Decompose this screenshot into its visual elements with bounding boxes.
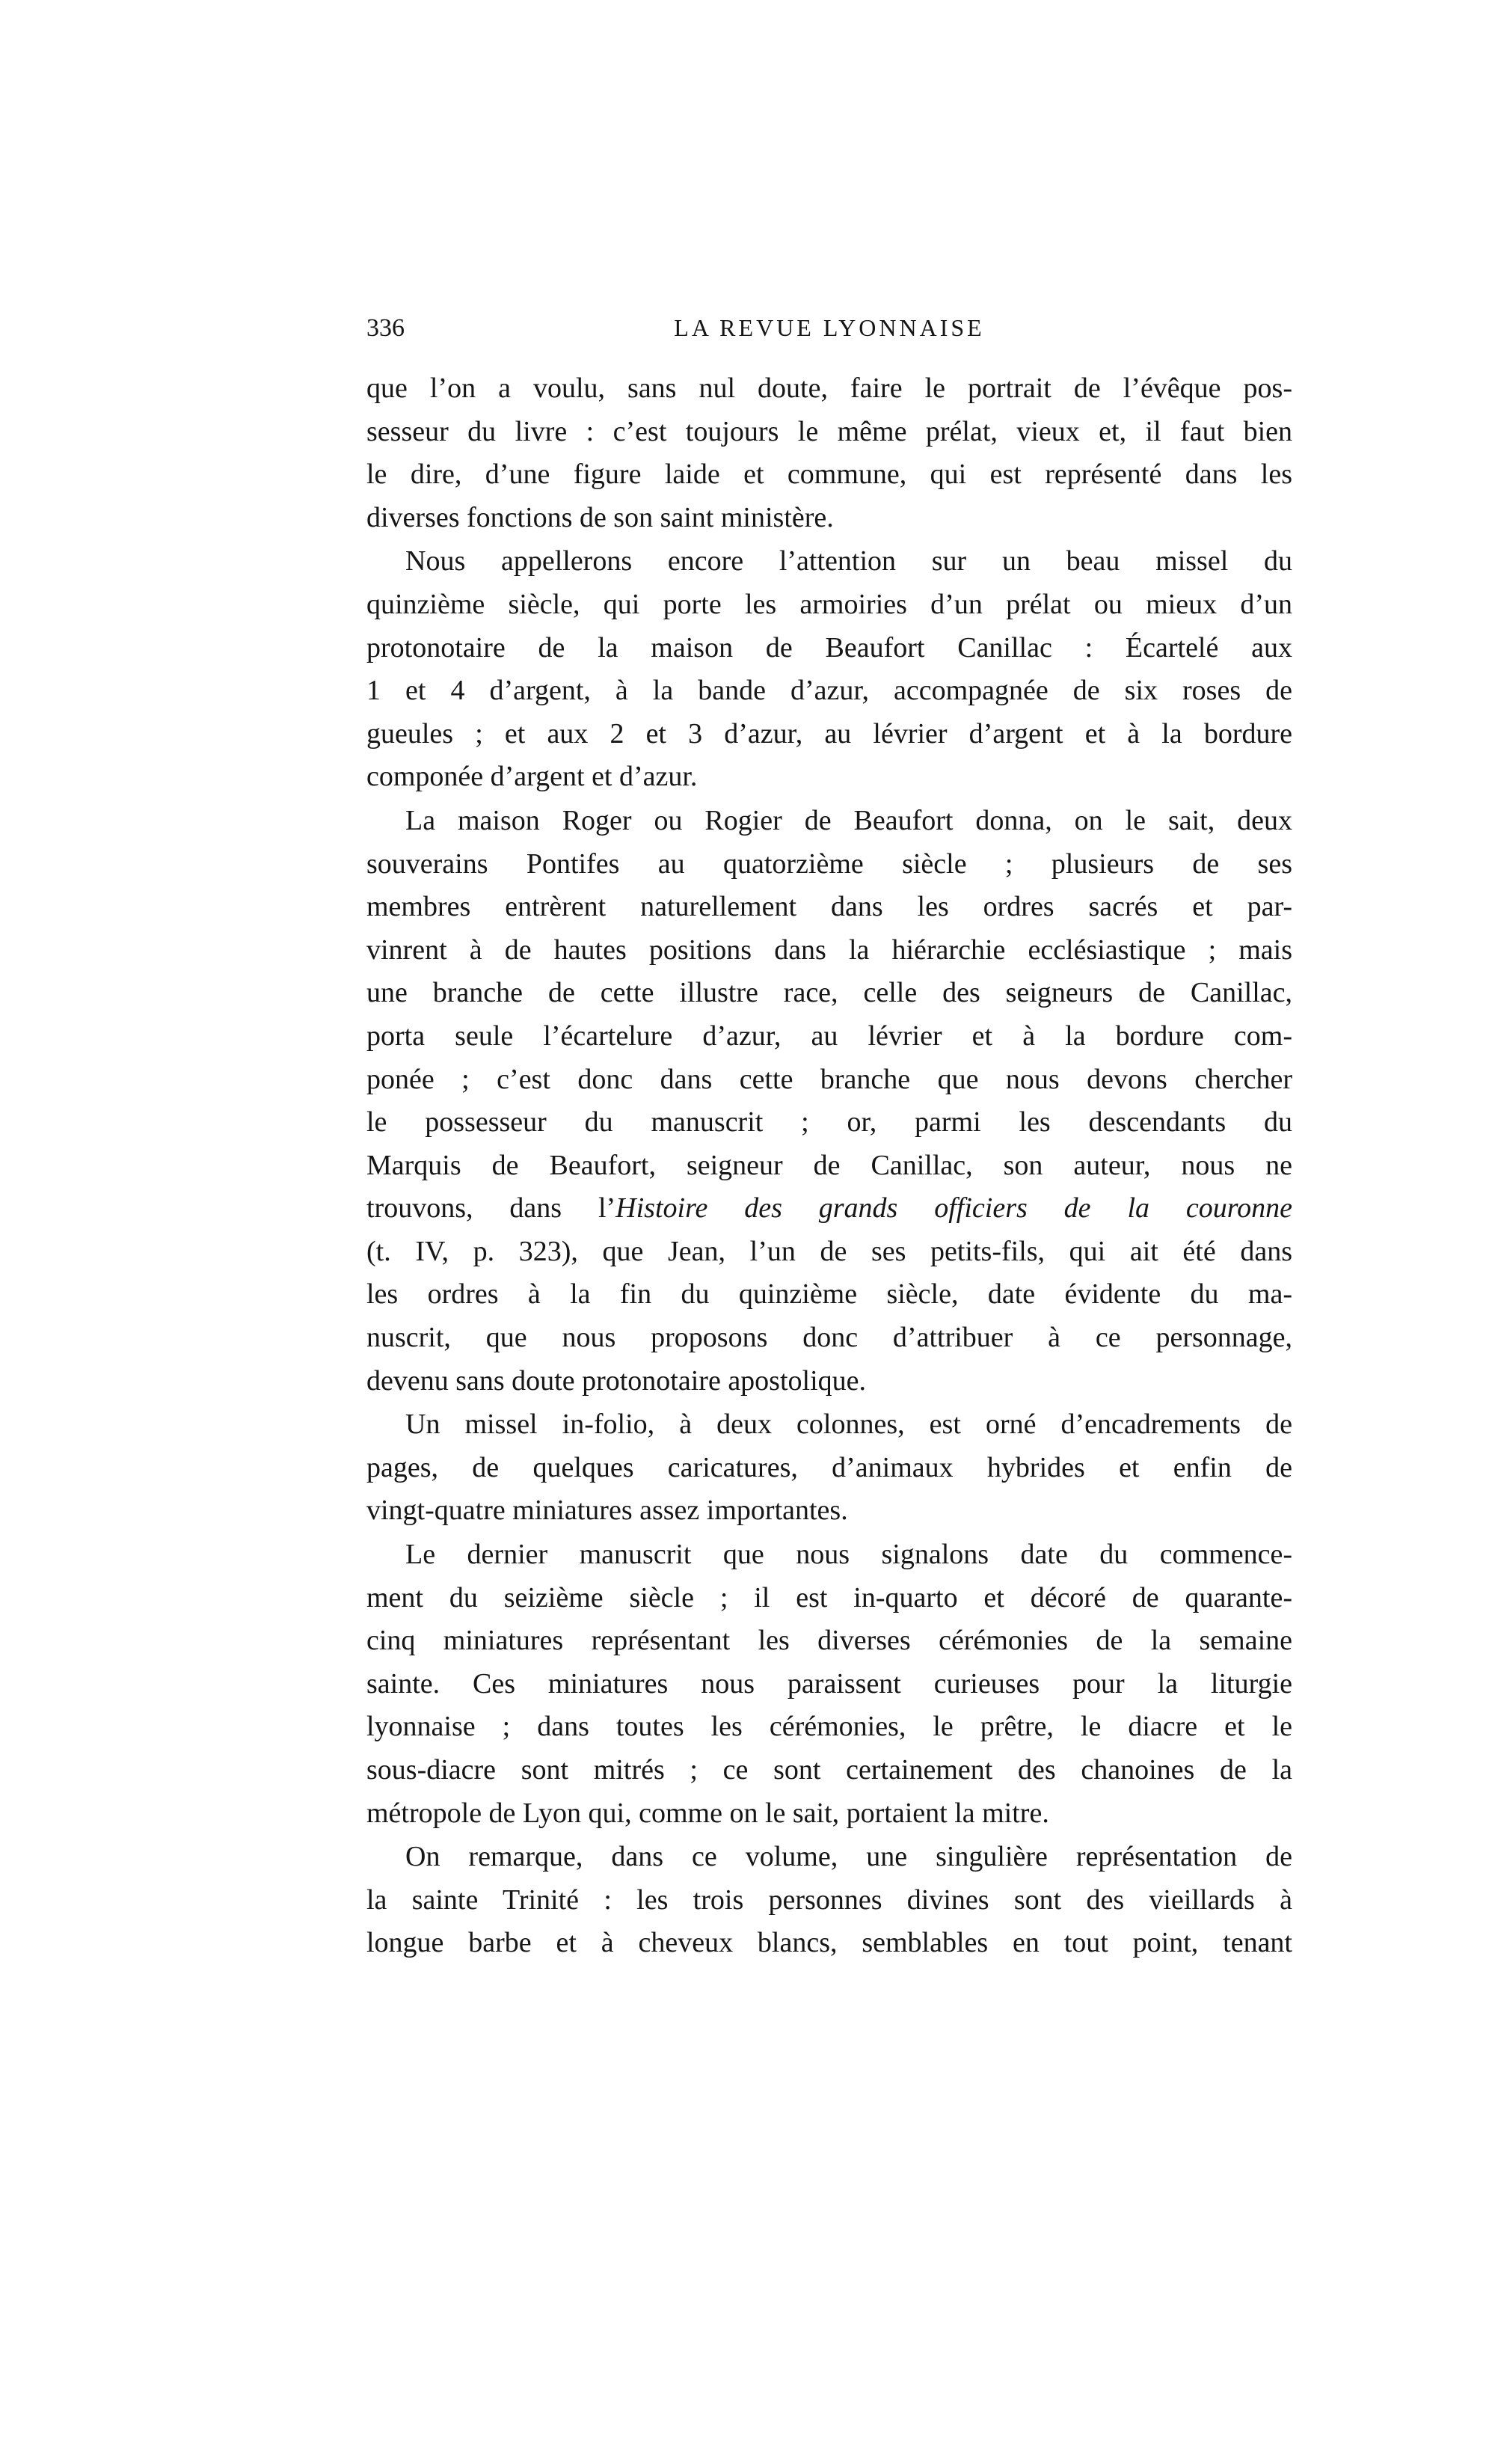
text-line: longue barbe et à cheveux blancs, semblables en tout point, tenant <box>366 1927 1292 1959</box>
text-line: quinzième siècle, qui porte les armoiries d’un prélat ou mieux d’un <box>366 588 1292 620</box>
paragraph <box>366 1533 1292 1835</box>
text-line: que l’on a voulu, sans nul doute, faire le portrait de l’évêque pos- <box>366 373 1292 404</box>
text-line: une branche de cette illustre race, celle des seigneurs de Canillac, <box>366 977 1292 1009</box>
text-line: porta seule l’écartelure d’azur, au lévrier et à la bordure com- <box>366 1020 1292 1052</box>
body-text <box>366 367 1292 1966</box>
text-line: nuscrit, que nous proposons donc d’attribuer à ce personnage, <box>366 1322 1292 1354</box>
text-line: ment du seizième siècle ; il est in-quarto et décoré de quarante- <box>366 1581 1292 1613</box>
text-line: le dire, d’une figure laide et commune, qui est représenté dans les <box>366 459 1292 491</box>
text-line: (t. IV, p. 323), que Jean, l’un de ses petits-fils, qui ait été dans <box>366 1235 1292 1267</box>
italic-title: Histoire des grands officiers de la couronne <box>615 1192 1293 1225</box>
paragraph <box>366 540 1292 799</box>
text-line: les ordres à la fin du quinzième siècle, date évidente du ma- <box>366 1278 1292 1311</box>
text-line: devenu sans doute protonotaire apostolique. <box>366 1364 867 1397</box>
text-line: la sainte Trinité : les trois personnes divines sont des vieillards à <box>366 1884 1292 1916</box>
text-line <box>366 1187 1292 1231</box>
page-number: 336 <box>366 314 405 342</box>
paragraph <box>366 1403 1292 1533</box>
text-line: sesseur du livre : c’est toujours le même prélat, vieux et, il faut bien <box>366 415 1292 447</box>
text-line: vingt-quatre miniatures assez importantes. <box>366 1495 848 1527</box>
text-line: lyonnaise ; dans toutes les cérémonies, le prêtre, le diacre et le <box>366 1711 1292 1743</box>
running-header <box>366 308 1292 347</box>
text-line: On remarque, dans ce volume, une singulière représentation de <box>405 1841 1292 1873</box>
text-line: ponée ; c’est donc dans cette branche que nous devons chercher <box>366 1063 1292 1095</box>
text-segment: trouvons, dans l’ <box>366 1192 616 1225</box>
text-line: Nous appellerons encore l’attention sur un beau missel du <box>405 545 1292 577</box>
text-line: Marquis de Beaufort, seigneur de Canillac, son auteur, nous ne <box>366 1149 1292 1181</box>
text-line: sous-diacre sont mitrés ; ce sont certainement des chanoines de la <box>366 1754 1292 1786</box>
text-line: componée d’argent et d’azur. <box>366 761 698 793</box>
text-line: cinq miniatures représentant les diverses cérémonies de la semaine <box>366 1625 1292 1657</box>
text-line: La maison Roger ou Rogier de Beaufort donna, on le sait, deux <box>405 804 1292 836</box>
text-line: souverains Pontifes au quatorzième siècle ; plusieurs de ses <box>366 848 1292 880</box>
text-line: 1 et 4 d’argent, à la bande d’azur, accompagnée de six roses de <box>366 675 1292 707</box>
text-line: gueules ; et aux 2 et 3 d’azur, au lévrier d’argent et à la bordure <box>366 717 1292 750</box>
paragraph <box>366 1836 1292 1965</box>
text-line: Un missel in-folio, à deux colonnes, est orné d’encadrements de <box>405 1409 1292 1441</box>
text-line: le possesseur du manuscrit ; or, parmi les descendants du <box>366 1106 1292 1138</box>
text-line: pages, de quelques caricatures, d’animaux hybrides et enfin de <box>366 1451 1292 1483</box>
text-line: diverses fonctions de son saint ministère. <box>366 501 834 533</box>
text-line: membres entrèrent naturellement dans les ordres sacrés et par- <box>366 891 1292 923</box>
paragraph <box>366 800 1292 1403</box>
text-line: Le dernier manuscrit que nous signalons date du commence- <box>405 1539 1292 1571</box>
paragraph <box>366 367 1292 539</box>
text-line: métropole de Lyon qui, comme on le sait, portaient la mitre. <box>366 1797 1049 1829</box>
running-title: LA REVUE LYONNAISE <box>674 314 985 341</box>
text-line: vinrent à de hautes positions dans la hiérarchie ecclésiastique ; mais <box>366 934 1292 966</box>
text-line: sainte. Ces miniatures nous paraissent curieuses pour la liturgie <box>366 1667 1292 1700</box>
text-line: protonotaire de la maison de Beaufort Canillac : Écartelé aux <box>366 631 1292 663</box>
